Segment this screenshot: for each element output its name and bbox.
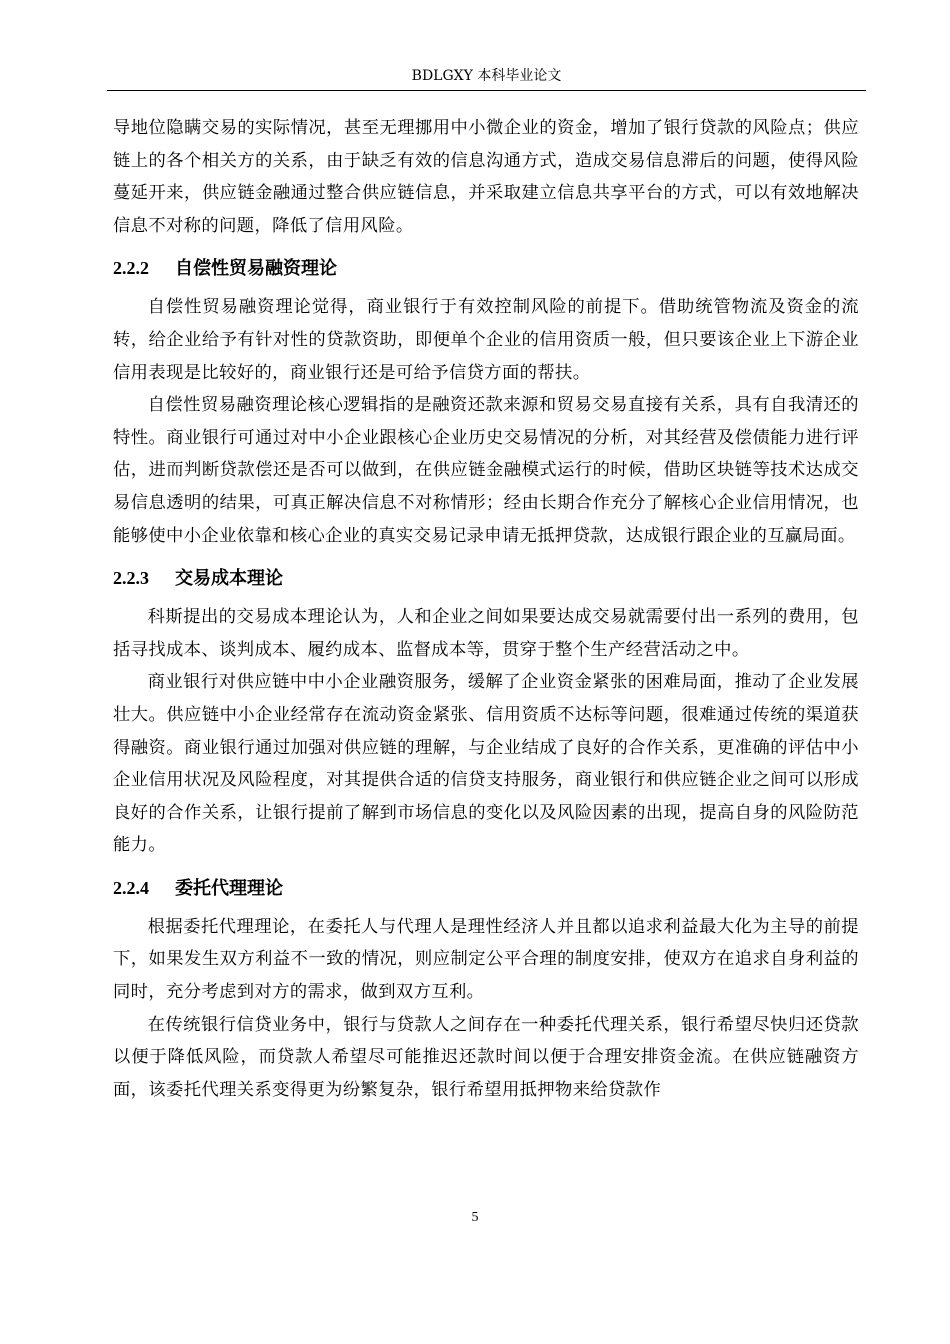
section-heading-2-2-4	[113, 873, 859, 904]
page-number: 5	[471, 1210, 479, 1225]
paragraph-continued: 导地位隐瞒交易的实际情况，甚至无理挪用中小微企业的资金，增加了银行贷款的风险点；供应链上的各个相关方的关系，由于缺乏有效的信息沟通方式，造成交易信息滞后的问题，使得风险蔓延开来，供应链金融通过整合供应链信息，并采取建立信息共享平台的方式，可以有效地解决信息不对称的问题，降低了信用风险。	[113, 118, 859, 236]
section-title: 委托代理理论	[175, 877, 283, 899]
paragraph: 商业银行对供应链中中小企业融资服务，缓解了企业资金紧张的困难局面，推动了企业发展壮大。供应链中小企业经常存在流动资金紧张、信用资质不达标等问题，很难通过传统的渠道获得融资。商业银行通过加强对供应链的理解，与企业结成了良好的合作关系，更准确的评估中小企业信用状况及风险程度，对其提供合适的信贷支持服务，商业银行和供应链企业之间可以形成良好的合作关系，让银行提前了解到市场信息的变化以及风险因素的出现，提高自身的风险防范能力。	[113, 672, 859, 856]
paragraph: 自偿性贸易融资理论觉得，商业银行于有效控制风险的前提下。借助统管物流及资金的流转，给企业给予有针对性的贷款资助，即便单个企业的信用资质一般，但只要该企业上下游企业信用表现是比较好的，商业银行还是可给予信贷方面的帮扶。	[113, 297, 859, 383]
section-title: 交易成本理论	[175, 568, 283, 590]
page-body	[113, 112, 859, 1106]
paragraph: 根据委托代理理论，在委托人与代理人是理性经济人并且都以追求利益最大化为主导的前提下，如果发生双方利益不一致的情况，则应制定公平合理的制度安排，使双方在追求自身利益的同时，充分考虑到对方的需求，做到双方互利。	[113, 916, 859, 1003]
section-heading-2-2-2	[113, 253, 859, 284]
section-number: 2.2.2	[113, 258, 149, 279]
header-divider	[107, 90, 866, 91]
section-heading-2-2-3	[113, 563, 859, 594]
section-number: 2.2.4	[113, 877, 149, 898]
paragraph: 科斯提出的交易成本理论认为，人和企业之间如果要达成交易就需要付出一系列的费用，包括寻找成本、谈判成本、履约成本、监督成本等，贯穿于整个生产经营活动之中。	[113, 607, 859, 660]
paragraph: 在传统银行信贷业务中，银行与贷款人之间存在一种委托代理关系，银行希望尽快归还贷款以便于降低风险，而贷款人希望尽可能推迟还款时间以便于合理安排资金流。在供应链融资方面，该委托代理关系变得更为纷繁复杂，银行希望用抵押物来给贷款作	[113, 1014, 859, 1100]
section-title: 自偿性贸易融资理论	[175, 258, 337, 280]
running-header: BDLGXY 本科毕业论文	[411, 68, 562, 84]
paragraph: 自偿性贸易融资理论核心逻辑指的是融资还款来源和贸易交易直接有关系，具有自我清还的特性。商业银行可通过对中小企业跟核心企业历史交易情况的分析，对其经营及偿债能力进行评估，进而判断贷款偿还是否可以做到，在供应链金融模式运行的时候，借助区块链等技术达成交易信息透明的结果，可真正解决信息不对称情形；经由长期合作充分了解核心企业信用情况，也能够使中小企业依靠和核心企业的真实交易记录申请无抵押贷款，达成银行跟企业的互赢局面。	[113, 395, 859, 546]
section-number: 2.2.3	[113, 568, 149, 589]
